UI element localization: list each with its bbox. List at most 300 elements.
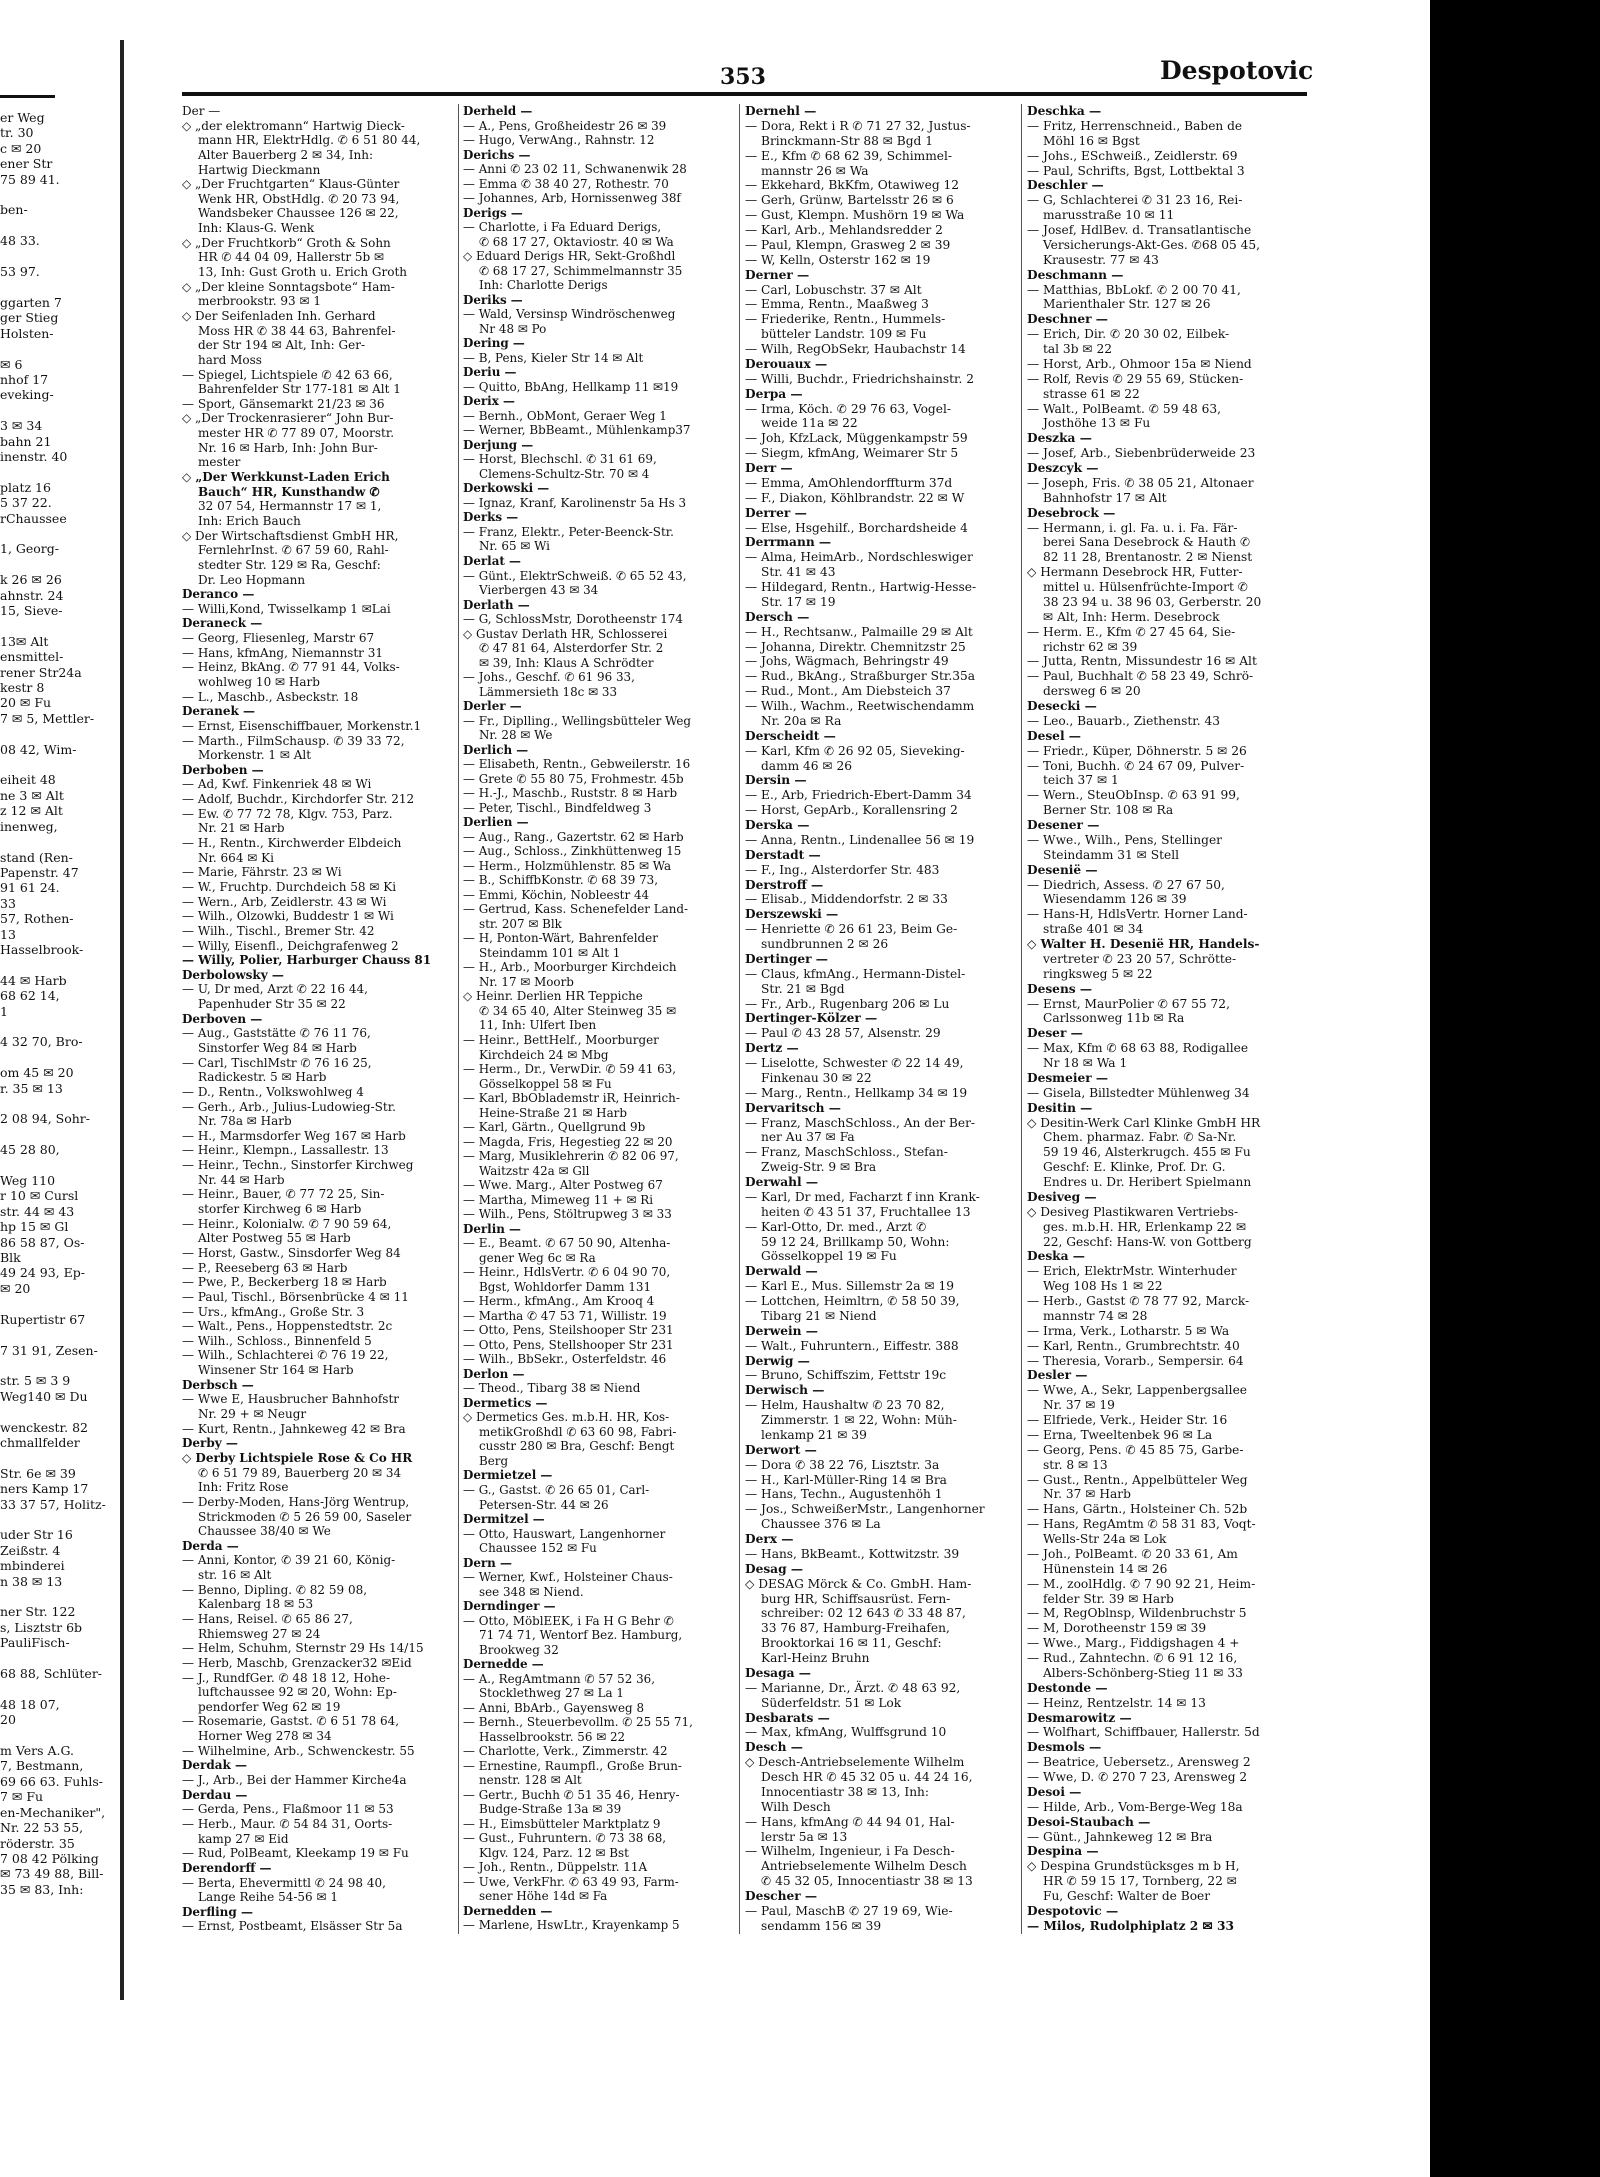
fragment-line [0, 1651, 115, 1666]
surname-heading: Deraneck — [182, 616, 263, 631]
directory-entry-line: teich 37 ✉ 1 [1043, 773, 1119, 788]
directory-entry-line: Nr. 17 ✉ Moorb [479, 974, 574, 989]
surname-heading: Dermetics — [463, 1395, 548, 1410]
directory-entry-line: Möhl 16 ✉ Bgst [1043, 133, 1140, 148]
directory-entry-line: — Rolf, Revis ✆ 29 55 69, Stücken- [1027, 371, 1244, 386]
directory-entry-line: — M, RegOblnsp, Wildenbruchstr 5 [1027, 1606, 1247, 1621]
directory-entry-line: — W, Kelln, Osterstr 162 ✉ 19 [745, 252, 931, 267]
fragment-line: inenstr. 40 [0, 448, 68, 464]
directory-entry-line: — Wern., Arb, Zeidlerstr. 43 ✉ Wi [182, 894, 387, 909]
directory-entry-line: Chaussee 376 ✉ La [761, 1517, 881, 1532]
directory-entry-line: ◇ „Der Werkkunst-Laden Erich [182, 470, 390, 485]
directory-entry-line: — H., Rechtsanw., Palmaille 29 ✉ Alt [745, 624, 973, 639]
directory-entry-line: — Günt., Jahnkeweg 12 ✉ Bra [1027, 1829, 1213, 1844]
directory-entry-line: — Erna, Tweeltenbek 96 ✉ La [1027, 1427, 1213, 1442]
directory-entry-line: — Charlotte, i Fa Eduard Derigs, [463, 220, 662, 235]
directory-entry-line: — Kurt, Rentn., Jahnkeweg 42 ✉ Bra [182, 1421, 406, 1436]
directory-entry-line: Berg [479, 1453, 509, 1468]
fragment-line: inenweg, [0, 818, 58, 834]
directory-entry-line: — Aug., Rang., Gazertstr. 62 ✉ Harb [463, 829, 684, 844]
surname-heading: Dertz — [745, 1041, 799, 1056]
directory-entry-line: — H., Marmsdorfer Weg 167 ✉ Harb [182, 1128, 406, 1143]
surname-heading: Desel — [1027, 728, 1081, 743]
fragment-line: 68 62 14, [0, 988, 60, 1004]
directory-entry-line: — Wwe E, Hausbrucher Bahnhofstr [182, 1392, 400, 1407]
directory-entry-line: HR ✆ 44 04 09, Hallerstr 5b ✉ [198, 250, 385, 265]
fragment-line: Blk [0, 1250, 21, 1266]
directory-entry-line: Inh: Erich Bauch [198, 513, 301, 528]
surname-heading: Derda — [182, 1538, 239, 1553]
directory-entry-line: sundbrunnen 2 ✉ 26 [761, 937, 889, 951]
directory-entry-line: — Sport, Gänsemarkt 21/23 ✉ 36 [182, 396, 385, 411]
directory-entry-line: Lämmersieth 18c ✉ 33 [479, 684, 618, 699]
directory-entry-line: ◇ Despina Grundstücksges m b H, [1027, 1859, 1240, 1874]
fragment-line: ✉ 6 [0, 356, 23, 372]
directory-entry-line: strasse 61 ✉ 22 [1043, 386, 1140, 401]
surname-heading: Derks — [463, 510, 519, 525]
surname-heading: Desecki — [1027, 699, 1097, 713]
directory-entry-line: — Marth., FilmSchausp. ✆ 39 33 72, [182, 733, 405, 748]
directory-entry-line: Nr. 664 ✉ Ki [198, 850, 274, 865]
directory-entry-line: — Toni, Buchh. ✆ 24 67 09, Pulver- [1027, 758, 1245, 773]
directory-entry-line: Gösselkoppel 19 ✉ Fu [761, 1249, 897, 1264]
directory-entry-line: — H., Rentn., Kirchwerder Elbdeich [182, 836, 402, 851]
directory-entry-line: — Joseph, Fris. ✆ 38 05 21, Altonaer [1027, 475, 1254, 490]
directory-entry-line: der Str 194 ✉ Alt, Inh: Ger- [198, 338, 366, 353]
directory-entry-line: — E., Beamt. ✆ 67 50 90, Altenha- [463, 1236, 671, 1251]
directory-entry-line: schreiber: 02 12 643 ✆ 33 48 87, [761, 1606, 966, 1621]
surname-heading: Derlien — [463, 815, 529, 830]
directory-entry-line: — Johannes, Arb, Hornissenweg 38f [463, 191, 681, 206]
directory-entry-line: ✆ 68 17 27, Schimmelmannstr 35 [479, 263, 683, 278]
fragment-line [0, 1681, 115, 1696]
directory-entry-line: — Carl, Lobuschstr. 37 ✉ Alt [745, 282, 922, 297]
surname-heading: Deschler — [1027, 178, 1104, 193]
directory-entry-line: Waitzstr 42a ✉ Gll [479, 1163, 590, 1178]
directory-entry-line: Endres u. Dr. Heribert Spielmann [1043, 1175, 1252, 1189]
directory-entry-line: — Derby-Moden, Hans-Jörg Wentrup, [182, 1494, 410, 1509]
directory-entry-line: Horner Weg 278 ✉ 34 [198, 1729, 332, 1744]
directory-entry-line: str. 16 ✉ Alt [198, 1568, 272, 1583]
surname-heading: Desch — [745, 1740, 803, 1755]
fragment-line: 91 61 24. [0, 880, 60, 896]
directory-entry-line: — Paul, Tischl., Börsenbrücke 4 ✉ 11 [182, 1289, 409, 1304]
directory-entry-line: — Hans-H, HdlsVertr. Horner Land- [1027, 907, 1248, 922]
fragment-line [0, 1096, 115, 1111]
directory-entry-line: mittel u. Hülsenfrüchte-Import ✆ [1043, 580, 1248, 594]
fragment-line: mbinderei [0, 1558, 65, 1574]
surname-heading: Derpa — [745, 386, 803, 401]
fragment-line [0, 1512, 115, 1527]
fragment-line [0, 341, 115, 356]
surname-heading: Derwig — [745, 1353, 810, 1368]
directory-entry-line: Berner Str. 108 ✉ Ra [1043, 803, 1174, 818]
directory-entry-line: marusstraße 10 ✉ 11 [1043, 208, 1175, 223]
directory-entry-line: — Rosemarie, Gastst. ✆ 6 51 78 64, [182, 1714, 400, 1729]
directory-entry-line: — Emmi, Köchin, Nobleestr 44 [463, 887, 650, 902]
directory-entry-line: — Friedr., Küper, Döhnerstr. 5 ✉ 26 [1027, 743, 1247, 758]
fragment-line: 13✉ Alt [0, 633, 49, 649]
directory-entry-line: Nr. 44 ✉ Harb [198, 1172, 285, 1187]
directory-entry-line: — Karl, Dr med, Facharzt f inn Krank- [745, 1189, 980, 1204]
directory-entry-line: Nr. 78a ✉ Harb [198, 1114, 292, 1129]
directory-entry-line: Morkenstr. 1 ✉ Alt [198, 748, 312, 763]
surname-heading: Dernehl — [745, 104, 817, 118]
fragment-line: platz 16 [0, 479, 51, 495]
surname-heading: Derler — [463, 699, 522, 714]
directory-entry-line: — H., Karl-Müller-Ring 14 ✉ Bra [745, 1472, 947, 1487]
directory-entry-line: — F., Diakon, Köhlbrandstr. 22 ✉ W [745, 490, 965, 505]
surname-heading: Despina — [1027, 1844, 1099, 1859]
fragment-line: er Weg [0, 110, 45, 125]
surname-heading: Dersch — [745, 609, 810, 624]
directory-entry-line: weide 11a ✉ 22 [761, 416, 858, 431]
directory-entry-line: — Heinz, Rentzelstr. 14 ✉ 13 [1027, 1695, 1206, 1710]
directory-entry-line: 11, Inh: Ulfert Iben [479, 1018, 597, 1033]
directory-entry-line: Josthöhe 13 ✉ Fu [1043, 416, 1151, 431]
surname-heading: Derszewski — [745, 907, 839, 922]
directory-entry-line: — U, Dr med, Arzt ✆ 22 16 44, [182, 982, 368, 997]
directory-entry-line: — Gisela, Billstedter Mühlenweg 34 [1027, 1085, 1250, 1100]
fragment-line: 1 [0, 1003, 8, 1019]
directory-entry-line: — Willi, Buchdr., Friedrichshainstr. 2 [745, 371, 974, 386]
directory-entry-line: — Carl, TischlMstr ✆ 76 16 25, [182, 1055, 372, 1070]
surname-heading: Derlath — [463, 597, 530, 612]
directory-entry-line: — Wilh., Olzowki, Buddestr 1 ✉ Wi [182, 909, 394, 924]
surname-heading: Dermitzel — [463, 1512, 545, 1527]
directory-entry-line: — G, SchlossMstr, Dorotheenstr 174 [463, 612, 683, 627]
directory-entry-line: — Elisab., Middendorfstr. 2 ✉ 33 [745, 892, 948, 907]
directory-entry-line: — Karl E., Mus. Sillemstr 2a ✉ 19 [745, 1279, 955, 1294]
fragment-line [0, 1327, 115, 1342]
directory-entry-line: — Franz, MaschSchloss., Stefan- [745, 1145, 948, 1160]
directory-entry-line: — Heinr., BettHelf., Moorburger [463, 1033, 659, 1047]
directory-entry-line: Brooktorkai 16 ✉ 11, Geschf: [761, 1636, 942, 1651]
fragment-line [0, 1404, 115, 1419]
fragment-line: 7 31 91, Zesen- [0, 1342, 98, 1358]
directory-entry-line: — P., Reeseberg 63 ✉ Harb [182, 1260, 348, 1275]
directory-entry-line: Bahrenfelder Str 177-181 ✉ Alt 1 [198, 382, 401, 397]
directory-entry-line: — Joh., PolBeamt. ✆ 20 33 61, Am [1027, 1546, 1238, 1561]
surname-heading: Derjung — [463, 437, 534, 452]
directory-entry-line: — Diedrich, Assess. ✆ 27 67 50, [1027, 877, 1225, 892]
directory-entry-line: — Aug., Schloss., Zinkhüttenweg 15 [463, 844, 682, 859]
directory-entry-line: — Marg, Musiklehrerin ✆ 82 06 97, [463, 1149, 679, 1164]
directory-entry-line: 22, Geschf: Hans-W. von Gottberg [1043, 1234, 1252, 1249]
directory-entry-line: Brinckmann-Str 88 ✉ Bgd 1 [761, 133, 933, 148]
directory-entry-line: — Josef, HdlBev. d. Transatlantische [1027, 223, 1252, 237]
directory-entry-line: — Emma ✆ 38 40 27, Rothestr. 70 [463, 176, 669, 191]
directory-entry-line: — Otto, MöblEEK, i Fa H G Behr ✆ [463, 1613, 674, 1628]
directory-entry-line: Inh: Fritz Rose [198, 1480, 289, 1495]
directory-entry-line: stedter Str. 129 ✉ Ra, Geschf: [198, 557, 381, 572]
directory-entry-line: Der — [182, 104, 221, 118]
surname-heading: Dersin — [745, 773, 807, 788]
directory-entry-line: — Jos., SchweißerMstr., Langenhorner [745, 1502, 985, 1517]
directory-entry-line: Clemens-Schultz-Str. 70 ✉ 4 [479, 466, 650, 481]
directory-entry-line: str. 207 ✉ Blk [479, 916, 562, 931]
fragment-line: Rupertistr 67 [0, 1311, 86, 1327]
directory-entry-line: — Anna, Rentn., Lindenallee 56 ✉ 19 [745, 832, 975, 847]
fragment-line: bahn 21 [0, 433, 52, 449]
directory-entry-line: — Claus, kfmAng., Hermann-Distel- [745, 966, 966, 981]
directory-entry-line: — Leo., Bauarb., Ziethenstr. 43 [1027, 713, 1220, 728]
fragment-line: Papenstr. 47 [0, 864, 79, 880]
directory-entry-line: — W., Fruchtp. Durchdeich 58 ✉ Ki [182, 879, 397, 894]
directory-entry-line: Fu, Geschf: Walter de Boer [1043, 1889, 1211, 1903]
fragment-line [0, 279, 115, 294]
directory-entry-line: ner Au 37 ✉ Fa [761, 1130, 855, 1145]
surname-heading: Deszcyk — [1027, 461, 1099, 475]
directory-entry-line: — Karl, Rentn., Grumbrechtstr. 40 [1027, 1338, 1240, 1353]
directory-entry-line: Radickestr. 5 ✉ Harb [198, 1070, 327, 1085]
directory-entry-line: — J., RundfGer. ✆ 48 18 12, Hohe- [182, 1670, 390, 1685]
fragment-line: c ✉ 20 [0, 140, 42, 156]
directory-entry-line: — Ad, Kwf. Finkenriek 48 ✉ Wi [182, 777, 372, 792]
surname-heading: Derrmann — [745, 535, 832, 550]
directory-entry-line: — Friederike, Rentn., Hummels- [745, 312, 946, 327]
directory-entry-line: ✆ 47 81 64, Alsterdorfer Str. 2 [479, 641, 664, 656]
directory-entry-line: — Ernst, Eisenschiffbauer, Morkenstr.1 [182, 718, 422, 733]
directory-entry-line: Geschf: E. Klinke, Prof. Dr. G. [1043, 1160, 1226, 1175]
directory-entry-line: — Joh., Rentn., Düppelstr. 11A [463, 1860, 648, 1875]
running-head: Despotovic [1160, 56, 1314, 85]
fragment-line: wenckestr. 82 [0, 1419, 89, 1435]
directory-entry-line: straße 401 ✉ 34 [1043, 922, 1144, 937]
surname-heading: Derdak — [182, 1758, 248, 1773]
fragment-line [0, 1296, 115, 1311]
directory-entry-line: 38 23 94 u. 38 96 03, Gerberstr. 20 [1043, 594, 1262, 609]
directory-entry-line: Zweig-Str. 9 ✉ Bra [761, 1160, 877, 1175]
fragment-line: Weg140 ✉ Du [0, 1388, 88, 1404]
fragment-line: 68 88, Schlüter- [0, 1666, 103, 1682]
directory-entry-line: berei Sana Desebrock & Hauth ✆ [1043, 535, 1251, 550]
directory-entry-line: ✉ 39, Inh: Klaus A Schrödter [479, 655, 654, 670]
directory-entry-line: tal 3b ✉ 22 [1043, 342, 1112, 356]
directory-entry-line: — Georg, Fliesenleg, Marstr 67 [182, 631, 375, 646]
directory-entry-line: — G, Schlachterei ✆ 31 23 16, Rei- [1027, 193, 1243, 208]
directory-entry-line: gener Weg 6c ✉ Ra [479, 1250, 596, 1265]
fragment-line: 5 37 22. [0, 495, 52, 511]
fragment-line: stand (Ren- [0, 849, 73, 865]
directory-entry-line: — Spiegel, Lichtspiele ✆ 42 63 66, [182, 367, 393, 382]
fragment-line: 7, Bestmann, [0, 1758, 84, 1774]
directory-entry-line: ◇ Eduard Derigs HR, Sekt-Großhdl [463, 249, 676, 264]
fragment-line: 48 18 07, [0, 1696, 60, 1712]
surname-heading: Desler — [1027, 1368, 1088, 1383]
directory-entry-line: — Rud., Mont., Am Diebsteich 37 [745, 684, 951, 699]
directory-entry-line: kamp 27 ✉ Eid [198, 1831, 289, 1846]
directory-entry-line: — Karl, Gärtn., Quellgrund 9b [463, 1120, 646, 1135]
fragment-line: en-Mechaniker", [0, 1804, 106, 1820]
directory-entry-line: ◇ Hermann Desebrock HR, Futter- [1027, 565, 1243, 580]
fragment-line [0, 187, 115, 202]
directory-entry-line: ✆ 34 65 40, Alter Steinweg 35 ✉ [479, 1003, 677, 1018]
directory-entry-line: Budge-Straße 13a ✉ 39 [479, 1802, 622, 1817]
directory-entry-line: — Quitto, BbAng, Hellkamp 11 ✉19 [463, 379, 679, 394]
directory-entry-line: Chaussee 38/40 ✉ We [198, 1524, 331, 1539]
directory-entry-line: — Theod., Tibarg 38 ✉ Niend [463, 1381, 641, 1396]
directory-entry-line: — Günt., ElektrSchweiß. ✆ 65 52 43, [463, 568, 687, 583]
directory-entry-line: Wandsbeker Chaussee 126 ✉ 22, [198, 206, 399, 221]
directory-entry-line: — Max, Kfm ✆ 68 63 88, Rodigallee [1027, 1041, 1249, 1056]
directory-column-4 [1027, 104, 1305, 1934]
surname-heading: Derr — [745, 461, 793, 475]
fragment-line: ahnstr. 24 [0, 587, 64, 603]
directory-entry-line: Kirchdeich 24 ✉ Mbg [479, 1047, 609, 1062]
left-page-fragment [0, 110, 115, 1930]
directory-entry-line: — L., Maschb., Asbeckstr. 18 [182, 689, 359, 704]
fragment-line [0, 1450, 115, 1465]
directory-entry-line: Alter Bauerberg 2 ✉ 34, Inh: [198, 147, 373, 162]
fragment-line [0, 1358, 115, 1373]
directory-entry-line: — Werner, Kwf., Holsteiner Chaus- [463, 1570, 673, 1585]
directory-entry-line: — H, Ponton-Wärt, Bahrenfelder [463, 931, 658, 946]
directory-entry-line: Inh: Charlotte Derigs [479, 278, 608, 293]
directory-entry-line: — Josef, Arb., Siebenbrüderweide 23 [1027, 446, 1256, 461]
directory-entry-line: Nr. 37 ✉ Harb [1043, 1487, 1131, 1502]
fragment-line: 49 24 93, Ep- [0, 1265, 85, 1281]
fragment-line: eiheit 48 [0, 772, 56, 788]
surname-heading: Derlat — [463, 553, 521, 568]
directory-entry-line: — Fritz, Herrenschneid., Baben de [1027, 118, 1243, 133]
fragment-line [0, 1589, 115, 1604]
surname-heading: Desoi-Staubach — [1027, 1814, 1151, 1829]
directory-entry-line: — B., SchiffbKonstr. ✆ 68 39 73, [463, 873, 658, 888]
surname-heading: Derstadt — [745, 847, 821, 862]
directory-entry-line: ✆ 6 51 79 89, Bauerberg 20 ✉ 34 [198, 1465, 402, 1480]
directory-entry-line: — Wilh., Pens, Stöltrupweg 3 ✉ 33 [463, 1207, 672, 1222]
directory-entry-line: — Hildegard, Rentn., Hartwig-Hesse- [745, 580, 977, 594]
fragment-line: 2 08 94, Sohr- [0, 1111, 90, 1127]
fragment-line: ners Kamp 17 [0, 1481, 89, 1497]
directory-entry-line: — Siegm, kfmAng, Weimarer Str 5 [745, 446, 959, 461]
directory-entry-line: — Charlotte, Verk., Zimmerstr. 42 [463, 1744, 668, 1759]
fragment-line: 7 ✉ Fu [0, 1789, 44, 1805]
directory-entry-line: — Otto, Pens, Stellshooper Str 231 [463, 1337, 674, 1352]
directory-entry-line: — Helm, Schuhm, Sternstr 29 Hs 14/15 [182, 1641, 424, 1656]
directory-entry-line: — Ew. ✆ 77 72 78, Klgv. 753, Parz. [182, 806, 393, 821]
directory-entry-line: Finkenau 30 ✉ 22 [761, 1070, 872, 1085]
directory-entry-line: ◇ Desitin-Werk Carl Klinke GmbH HR [1027, 1115, 1261, 1130]
directory-entry-line: ◇ Der Wirtschaftsdienst GmbH HR, [182, 528, 399, 543]
surname-heading: Derendorff — [182, 1860, 272, 1875]
directory-entry-line: — Anni, BbArb., Gayensweg 8 [463, 1700, 645, 1715]
fragment-line: ne 3 ✉ Alt [0, 787, 64, 803]
directory-entry-line: — Berta, Ehevermittl ✆ 24 98 40, [182, 1875, 386, 1890]
directory-entry-line: — Horst, GepArb., Korallensring 2 [745, 803, 958, 818]
directory-entry-line: — Gertrud, Kass. Schenefelder Land- [463, 902, 689, 917]
fragment-line: Nr. 22 53 55, [0, 1820, 84, 1836]
directory-entry-line: Nr. 37 ✉ 19 [1043, 1398, 1115, 1413]
directory-entry-line: heiten ✆ 43 51 37, Fruchtallee 13 [761, 1204, 971, 1219]
surname-heading: Desag — [745, 1561, 804, 1576]
directory-entry-line: — Walt., Fuhruntern., Eiffestr. 388 [745, 1338, 959, 1353]
fragment-line [0, 834, 115, 849]
surname-heading: Deschner — [1027, 312, 1108, 327]
fragment-line: ggarten 7 [0, 294, 62, 310]
surname-heading: Desmeier — [1027, 1070, 1109, 1085]
fragment-line: 48 33. [0, 233, 40, 249]
directory-entry-line: Inh: Klaus-G. Wenk [198, 221, 315, 236]
surname-heading: Desener — [1027, 818, 1100, 832]
directory-entry-line: Gösselkoppel 58 ✉ Fu [479, 1076, 612, 1091]
directory-entry-line: str. 8 ✉ 13 [1043, 1457, 1108, 1472]
directory-entry-line: — Paul, Schrifts, Bgst, Lottbektal 3 [1027, 163, 1245, 178]
surname-heading: Desebrock — [1027, 505, 1116, 520]
fragment-line: 69 66 63. Fuhls- [0, 1773, 104, 1789]
directory-entry-line: — Karl-Otto, Dr. med., Arzt ✆ [745, 1219, 927, 1234]
surname-heading: Derx — [745, 1532, 794, 1546]
directory-entry-line: Carlssonweg 11b ✉ Ra [1043, 1011, 1185, 1026]
directory-entry-line: ◇ Desiveg Plastikwaren Vertriebs- [1027, 1204, 1239, 1219]
directory-entry-line: ges. m.b.H. HR, Erlenkamp 22 ✉ [1043, 1219, 1247, 1234]
directory-entry-line: mester HR ✆ 77 89 07, Moorstr. [198, 426, 395, 441]
fragment-line: rener Str24a [0, 664, 82, 680]
surname-heading: Derwald — [745, 1264, 818, 1279]
surname-heading: Desenië — [1027, 862, 1098, 877]
directory-entry-line: — Hans, kfmAng, Niemannstr 31 [182, 645, 383, 660]
fragment-line: ensmittel- [0, 649, 64, 665]
surname-heading: Desmarowitz — [1027, 1710, 1132, 1725]
directory-entry-line: — Johs., Geschf. ✆ 61 96 33, [463, 670, 635, 685]
directory-entry-line: — Johs, Wägmach, Behringstr 49 [745, 654, 949, 669]
directory-entry-line: — Marg., Rentn., Hellkamp 34 ✉ 19 [745, 1085, 968, 1100]
directory-entry-line: — Else, Hsgehilf., Borchardsheide 4 [745, 520, 968, 535]
surname-heading: Dertinger — [745, 951, 828, 966]
directory-entry-line: — Hugo, VerwAng., Rahnstr. 12 [463, 133, 655, 148]
surname-heading: Derouaux — [745, 356, 828, 371]
surname-heading: Derska — [745, 818, 810, 832]
directory-entry-line: Chaussee 152 ✉ Fu [479, 1541, 597, 1556]
directory-entry-line: — Max, kfmAng, Wulffsgrund 10 [745, 1725, 947, 1740]
fragment-line: ger Stieg [0, 310, 59, 326]
directory-entry-line: wohlweg 10 ✉ Harb [198, 674, 320, 689]
directory-entry-line: — Heinr., Kolonialw. ✆ 7 90 59 64, [182, 1216, 392, 1231]
directory-entry-line: Bauch“ HR, Kunsthandw ✆ [198, 484, 380, 499]
directory-entry-line: — E., Arb, Friedrich-Ebert-Damm 34 [745, 788, 972, 803]
surname-heading: Dertinger-Kölzer — [745, 1011, 878, 1026]
fragment-line: 13 [0, 926, 16, 942]
fragment-line: 08 42, Wim- [0, 741, 77, 757]
directory-entry-line: — Wern., SteuObInsp. ✆ 63 91 99, [1027, 788, 1240, 803]
directory-entry-line: — Gust., Fuhruntern. ✆ 73 38 68, [463, 1831, 667, 1846]
directory-entry-line: Versicherungs-Akt-Ges. ✆68 05 45, [1043, 237, 1260, 252]
directory-entry-line: — Fr., Diplling., Wellingsbütteler Weg [463, 713, 692, 728]
directory-entry-line: — Ekkehard, BkKfm, Otawiweg 12 [745, 178, 960, 193]
directory-entry-line: — Hermann, i. gl. Fa. u. i. Fa. Fär- [1027, 520, 1238, 535]
directory-entry-line: — Milos, Rudolphiplatz 2 ✉ 33 [1027, 1918, 1234, 1933]
directory-entry-line: Hünenstein 14 ✉ 26 [1043, 1561, 1168, 1576]
directory-entry-line: Str. 41 ✉ 43 [761, 565, 836, 580]
directory-entry-line: Lange Reihe 54-56 ✉ 1 [198, 1890, 338, 1905]
surname-heading: Derby — [182, 1436, 238, 1451]
directory-entry-line: Weg 108 Hs 1 ✉ 22 [1043, 1279, 1163, 1294]
directory-entry-line: — Hans, Reisel. ✆ 65 86 27, [182, 1611, 353, 1626]
surname-heading: Derboben — [182, 762, 264, 777]
directory-entry-line: see 348 ✉ Niend. [479, 1584, 584, 1599]
directory-entry-line: — H., Arb., Moorburger Kirchdeich [463, 960, 677, 975]
surname-heading: Derigs — [463, 205, 523, 220]
directory-entry-line: — Karl, Arb., Mehlandsredder 2 [745, 223, 943, 237]
directory-entry-line: — Hans, Techn., Augustenhöh 1 [745, 1487, 943, 1502]
directory-entry-line: Nr. 28 ✉ We [479, 728, 553, 743]
directory-entry-line: — Walt., PolBeamt. ✆ 59 48 63, [1027, 401, 1222, 416]
fragment-line [0, 557, 115, 572]
column-divider [739, 104, 740, 1934]
surname-heading: Deriu — [463, 365, 517, 380]
directory-entry-line: sendamm 156 ✉ 39 [761, 1918, 882, 1933]
